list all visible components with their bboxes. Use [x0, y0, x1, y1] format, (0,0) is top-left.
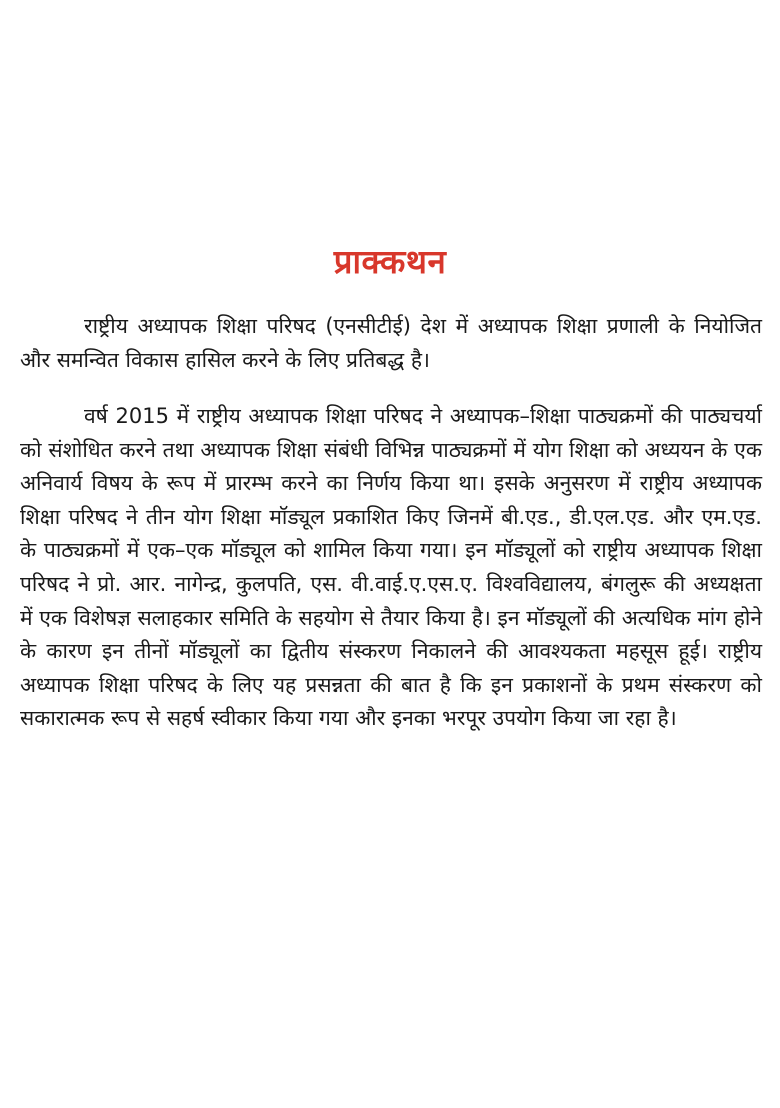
page-title: प्राक्कथन	[333, 242, 447, 281]
paragraph-2: वर्ष 2015 में राष्ट्रीय अध्यापक शिक्षा परिषद ने अध्यापक–शिक्षा पाठ्यक्रमों की पाठ्यचर्या को संशोधित करने तथा अध्यापक शिक्षा संबंधी विभिन्न पाठ्यक्रमों में योग शिक्षा को अध्ययन के एक अनिवार्य विषय के रूप में प्रारम्भ करने का निर्णय किया था। इसके अनुसरण में राष्ट्रीय अध्यापक शिक्षा परिषद ने तीन योग शिक्षा मॉड्यूल प्रकाशित किए जिनमें बी.एड., डी.एल.एड. और एम.एड. के पाठ्यक्रमों में एक–एक मॉड्यूल को शामिल किया गया। इन मॉड्यूलों को राष्ट्रीय अध्यापक शिक्षा परिषद ने प्रो. आर. नागेन्द्र, कुलपति, एस. वी.वाई.ए.एस.ए. विश्वविद्यालय, बंगलुरू की अध्यक्षता में एक विशेषज्ञ सलाहकार समिति के सहयोग से तैयार किया है। इन मॉड्यूलों की अत्यधिक मांग होने के कारण इन तीनों मॉड्यूलों का द्वितीय संस्करण निकालने की आवश्यकता महसूस हूई। राष्ट्रीय अध्यापक शिक्षा परिषद के लिए यह प्रसन्नता की बात है कि इन प्रकाशनों के प्रथम संस्करण को सकारात्मक रूप से सहर्ष स्वीकार किया गया और इनका भरपूर उपयोग किया जा रहा है।	[20, 404, 762, 731]
paragraph-1: राष्ट्रीय अध्यापक शिक्षा परिषद (एनसीटीई) देश में अध्यापक शिक्षा प्रणाली के नियोजित और समन्वित विकास हासिल करने के लिए प्रतिबद्ध है।	[20, 314, 762, 372]
